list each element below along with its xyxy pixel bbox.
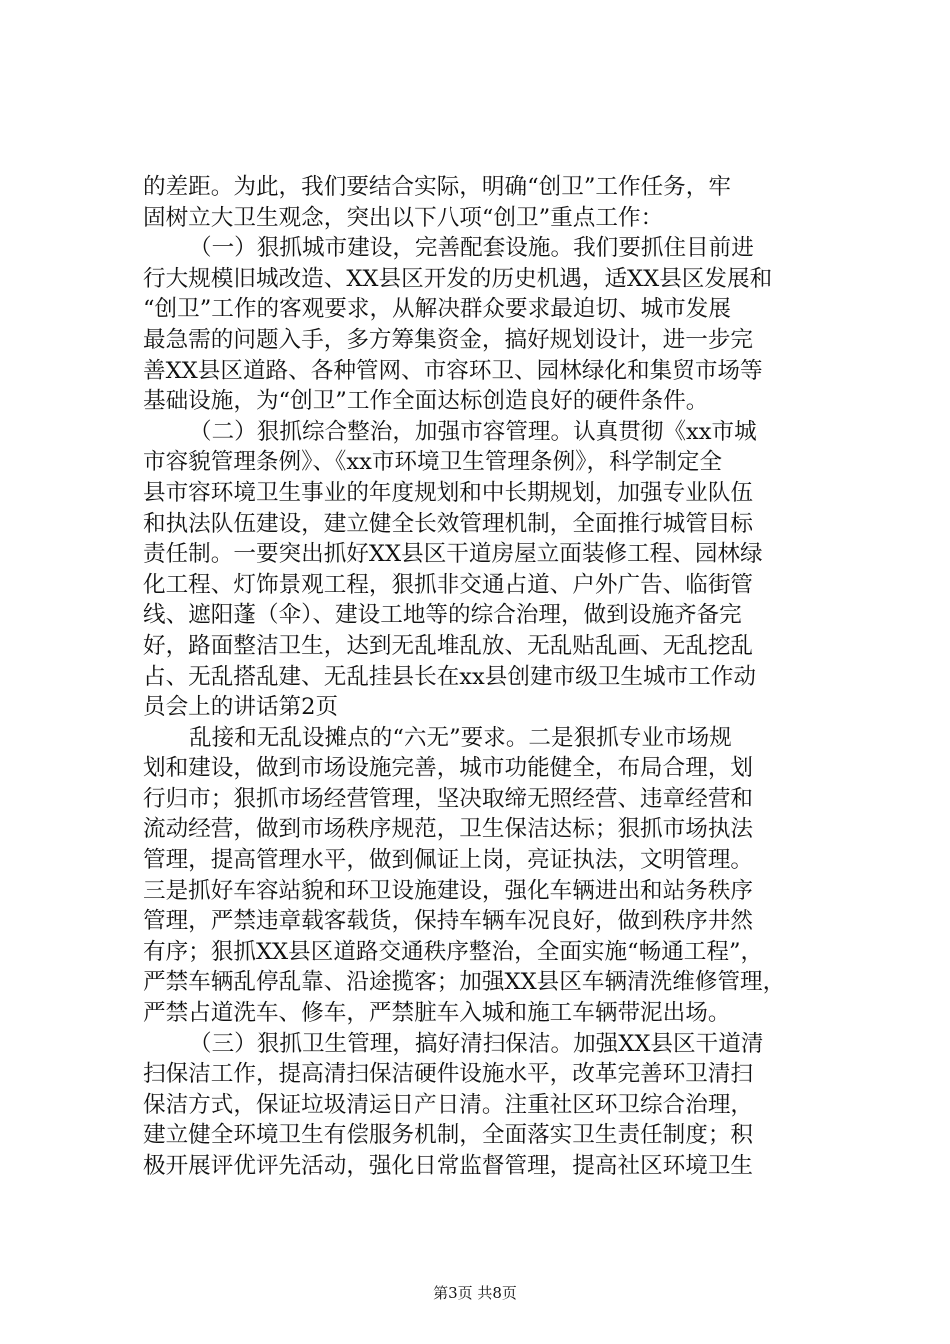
text-line: （一）狠抓城市建设，完善配套设施。我们要抓住目前进: [189, 235, 754, 262]
text-line: 乱接和无乱设摊点的“六无”要求。二是狠抓专业市场规: [189, 724, 732, 751]
text-line: 严禁车辆乱停乱靠、沿途揽客；加强XX县区车辆清洗维修管理，: [143, 969, 786, 996]
text-line: 管理，严禁违章载客载货，保持车辆车况良好，做到秩序井然: [143, 908, 754, 935]
text-line: 好，路面整洁卫生，达到无乱堆乱放、无乱贴乱画、无乱挖乱: [143, 632, 754, 659]
text-line: 善XX县区道路、各种管网、市容环卫、园林绿化和集贸市场等: [143, 357, 763, 384]
text-line: 三是抓好车容站貌和环卫设施建设，强化车辆进出和站务秩序: [143, 877, 754, 904]
text-line: 保洁方式，保证垃圾清运日产日清。注重社区环卫综合治理，: [143, 1091, 754, 1118]
text-line: 最急需的问题入手，多方筹集资金，搞好规划设计，进一步完: [143, 326, 754, 353]
text-line: 划和建设，做到市场设施完善，城市功能健全，布局合理，划: [143, 755, 754, 782]
text-line: 责任制。一要突出抓好XX县区干道房屋立面装修工程、园林绿: [143, 541, 763, 568]
document-body: [143, 172, 831, 1182]
text-line: 线、遮阳蓬（伞）、建设工地等的综合治理，做到设施齐备完: [143, 602, 742, 629]
text-line: 化工程、灯饰景观工程，狠抓非交通占道、户外广告、临街管: [143, 571, 754, 598]
text-line: 行大规模旧城改造、XX县区开发的历史机遇，适XX县区发展和: [143, 265, 773, 292]
text-line: 县市容环境卫生事业的年度规划和中长期规划，加强专业队伍: [143, 479, 754, 506]
text-line: 基础设施，为“创卫”工作全面达标创造良好的硬件条件。: [143, 388, 709, 415]
text-line: 建立健全环境卫生有偿服务机制，全面落实卫生责任制度；积: [143, 1122, 754, 1149]
text-line: “创卫”工作的客观要求，从解决群众要求最迫切、城市发展: [143, 296, 731, 323]
text-line: （二）狠抓综合整治，加强市容管理。认真贯彻《xx市城: [189, 418, 757, 445]
text-line: 固树立大卫生观念，突出以下八项“创卫”重点工作：: [143, 204, 664, 231]
text-line: 管理，提高管理水平，做到佩证上岗，亮证执法，文明管理。: [143, 847, 754, 874]
text-line: 员会上的讲话第2页: [143, 694, 339, 721]
text-line: 严禁占道洗车、修车，严禁脏车入城和施工车辆带泥出场。: [143, 1000, 731, 1027]
text-line: 扫保洁工作，提高清扫保洁硬件设施水平，改革完善环卫清扫: [143, 1061, 754, 1088]
text-line: 行归市；狠抓市场经营管理，坚决取缔无照经营、违章经营和: [143, 785, 754, 812]
page-footer: 第3页 共8页: [433, 1284, 517, 1302]
text-line: （三）狠抓卫生管理，搞好清扫保洁。加强XX县区干道清: [189, 1030, 764, 1057]
text-line: 极开展评优评先活动，强化日常监督管理，提高社区环境卫生: [143, 1153, 754, 1179]
text-line: 流动经营，做到市场秩序规范，卫生保洁达标；狠抓市场执法: [143, 816, 754, 843]
text-line: 市容貌管理条例》、《xx市环境卫生管理条例》，科学制定全: [143, 449, 723, 476]
text-line: 有序；狠抓XX县区道路交通秩序整治，全面实施“畅通工程”，: [143, 938, 764, 965]
text-line: 的差距。为此，我们要结合实际，明确“创卫”工作任务，牢: [143, 174, 731, 200]
text-line: 占、无乱搭乱建、无乱挂县长在xx县创建市级卫生城市工作动: [143, 663, 756, 690]
text-line: 和执法队伍建设，建立健全长效管理机制，全面推行城管目标: [143, 510, 754, 537]
